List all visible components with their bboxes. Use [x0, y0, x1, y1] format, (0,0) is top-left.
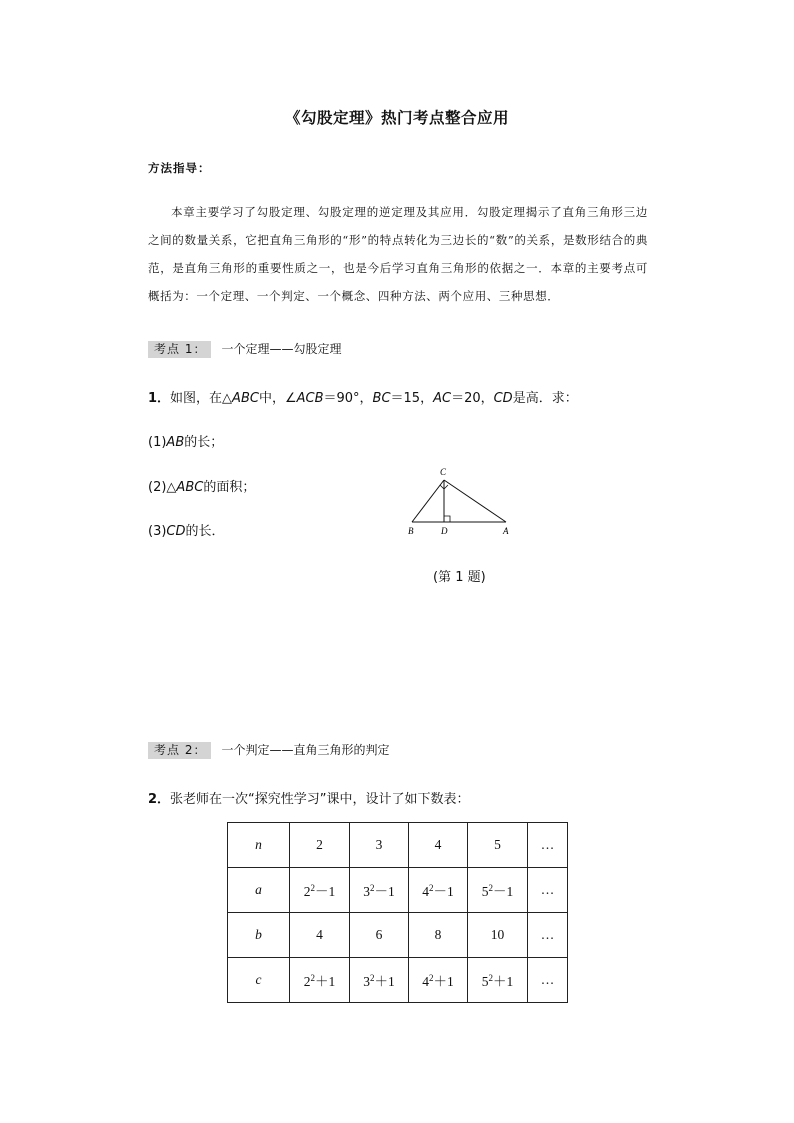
table-cell: … [528, 958, 568, 1003]
question-1-part-2 [148, 476, 255, 495]
operand: －1 [433, 884, 454, 899]
part-prefix: (1) [148, 435, 167, 450]
table-cell: … [528, 823, 568, 868]
table-cell: 8 [409, 913, 468, 958]
page-title: 《勾股定理》热门考点整合应用 [284, 108, 509, 127]
table-cell [290, 958, 350, 1003]
base: 2 [303, 974, 311, 989]
part-prefix: (2)△ [148, 480, 177, 495]
exponent: 2 [310, 883, 315, 893]
kaodian-1-label: 考点 1： [148, 341, 211, 358]
exponent: 2 [370, 883, 375, 893]
part-var: AB [166, 435, 185, 450]
q1-text: ＝15， [390, 391, 434, 406]
exponent: 2 [370, 973, 375, 983]
table-cell [468, 958, 528, 1003]
exponent: 2 [429, 883, 434, 893]
side-ca [444, 480, 506, 522]
q2-text: 张老师在一次“探究性学习”课中，设计了如下数表： [170, 792, 470, 807]
table-cell [290, 868, 350, 913]
question-1-stem [148, 387, 578, 406]
row-label-c: c [228, 958, 290, 1003]
table-cell: … [528, 913, 568, 958]
figure-caption: (第 1 题) [433, 570, 486, 585]
question-1-part-3 [148, 520, 225, 539]
base: 3 [363, 974, 370, 989]
base: 5 [481, 974, 489, 989]
part-var: CD [166, 524, 186, 539]
number-table [227, 822, 568, 1003]
row-label-b: b [228, 913, 290, 958]
operand: ＋1 [493, 974, 514, 989]
part-prefix: (3) [148, 524, 167, 539]
q1-var-abc: ABC [232, 391, 259, 406]
exponent: 2 [488, 883, 493, 893]
row-label-a: a [228, 868, 290, 913]
operand: ＋1 [315, 974, 336, 989]
vertex-label-b: B [408, 526, 414, 536]
table-cell [350, 958, 409, 1003]
right-angle-mark-d [444, 516, 450, 522]
part-text: 的长； [184, 435, 224, 450]
question-2-stem [148, 788, 470, 807]
table-row [228, 913, 568, 958]
table-cell: … [528, 868, 568, 913]
q1-var-cd: CD [493, 391, 513, 406]
q1-text: ＝20， [451, 391, 494, 406]
exponent: 2 [488, 973, 493, 983]
table-cell: 4 [290, 913, 350, 958]
method-heading: 方法指导： [148, 161, 211, 175]
operand: ＋1 [433, 974, 454, 989]
kaodian-1-text: 一个定理——勾股定理 [221, 342, 342, 356]
table-cell: 2 [290, 823, 350, 868]
table-row [228, 868, 568, 913]
question-2-number: 2． [148, 792, 171, 807]
table-cell [468, 868, 528, 913]
table-row [228, 958, 568, 1003]
q1-var-acb: ACB [296, 391, 324, 406]
row-label-n: n [228, 823, 290, 868]
kaodian-2-text: 一个判定——直角三角形的判定 [221, 743, 390, 757]
table-cell [350, 868, 409, 913]
part-var: ABC [176, 480, 204, 495]
table-cell [409, 958, 468, 1003]
kaodian-2-label: 考点 2： [148, 742, 211, 759]
base: 3 [363, 884, 370, 899]
operand: －1 [493, 884, 514, 899]
table-cell: 5 [468, 823, 528, 868]
operand: －1 [315, 884, 336, 899]
part-text: 的长． [185, 524, 225, 539]
table-cell: 3 [350, 823, 409, 868]
kaodian-2-tag [148, 742, 389, 759]
base: 4 [422, 974, 429, 989]
method-paragraph: 本章主要学习了勾股定理、勾股定理的逆定理及其应用．勾股定理揭示了直角三角形三边之间的数量关系，它把直角三角形的“形”的特点转化为三边长的“数”的关系，是数形结合的典范，是直角三角形的重要性质之一，也是今后学习直角三角形的依据之一．本章的主要考点可概括为：一个定理、一个判定、一个概念、四种方法、两个应用、三种思想． [148, 205, 648, 303]
base: 4 [422, 884, 429, 899]
q1-var-bc: BC [372, 391, 391, 406]
base: 2 [303, 884, 311, 899]
table-cell [409, 868, 468, 913]
side-bc [412, 480, 444, 522]
table-row [228, 823, 568, 868]
question-1-number: 1． [148, 391, 171, 406]
table-cell: 10 [468, 913, 528, 958]
q1-text: 中，∠ [258, 391, 297, 406]
table-cell: 4 [409, 823, 468, 868]
q1-text: 是高．求： [512, 391, 578, 406]
question-1-part-1 [148, 431, 223, 450]
base: 5 [481, 884, 489, 899]
part-text: 的面积； [203, 480, 256, 495]
q1-var-ac: AC [433, 391, 452, 406]
vertex-label-c: C [440, 467, 447, 477]
exponent: 2 [310, 973, 315, 983]
q1-text: ＝90°， [323, 391, 373, 406]
kaodian-1-tag [148, 341, 341, 358]
vertex-label-d: D [441, 526, 448, 536]
exponent: 2 [429, 973, 434, 983]
vertex-label-a: A [503, 526, 509, 536]
table-cell: 6 [350, 913, 409, 958]
operand: ＋1 [374, 974, 395, 989]
operand: －1 [374, 884, 395, 899]
triangle-figure [400, 462, 520, 542]
q1-text: 如图，在△ [170, 391, 233, 406]
